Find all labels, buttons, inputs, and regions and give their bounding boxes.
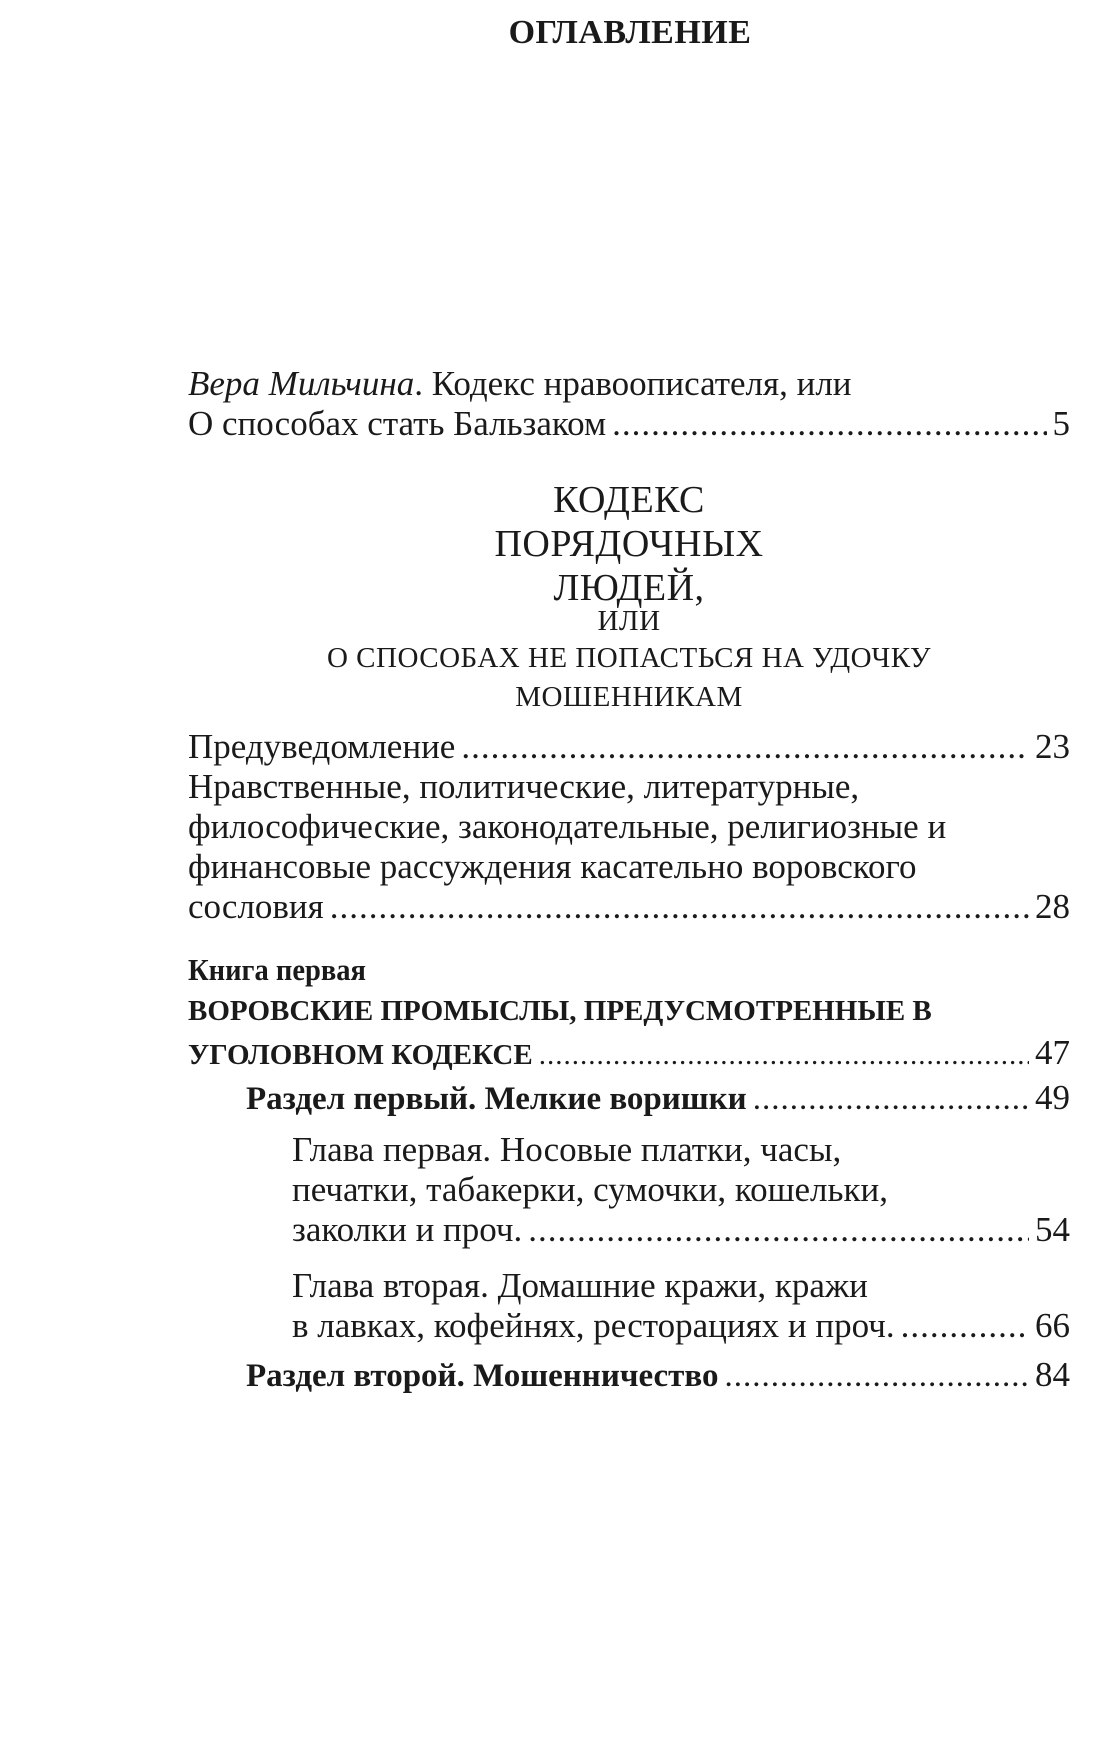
toc-entry-intro-line1 xyxy=(188,364,1070,404)
dot-leader xyxy=(330,887,1029,927)
dot-leader xyxy=(724,1356,1029,1396)
page-number: 49 xyxy=(1035,1078,1070,1117)
chapter-one-line: Глава первая. Носовые платки, часы, xyxy=(292,1130,842,1169)
section-one-line xyxy=(246,1078,1070,1119)
page-number: 66 xyxy=(1035,1306,1070,1345)
toc-entry-reflections[interactable] xyxy=(188,767,1070,927)
section-two-line xyxy=(246,1355,1070,1396)
toc-section-two[interactable] xyxy=(246,1355,1070,1396)
toc-front-matter xyxy=(188,727,1070,927)
toc-entry-intro-line2 xyxy=(188,404,1070,444)
page-number: 28 xyxy=(1035,887,1070,926)
section-two-label: Раздел второй. Мошенничество xyxy=(246,1358,719,1394)
book-one-title-line2 xyxy=(188,1032,1070,1076)
dot-leader xyxy=(612,404,1046,444)
chapter-one-line: заколки и проч. xyxy=(292,1210,523,1249)
toc-section-one[interactable] xyxy=(246,1078,1070,1119)
foreword-label: Предуведомление xyxy=(188,727,456,766)
reflections-last-line xyxy=(188,887,1070,927)
toc-book-one[interactable] xyxy=(188,950,1070,1076)
toc-entry-foreword[interactable] xyxy=(188,727,1070,767)
book-one-title-part: УГОЛОВНОМ КОДЕКСЕ xyxy=(188,1039,533,1071)
book-one-label: Книга первая xyxy=(188,952,366,987)
chapter-two-last-line xyxy=(292,1306,1070,1346)
dot-leader xyxy=(461,727,1029,767)
dot-leader xyxy=(753,1079,1029,1119)
page-number: 23 xyxy=(1035,727,1070,766)
section-one-label: Раздел первый. Мелкие воришки xyxy=(246,1081,747,1117)
chapter-two-line: в лавках, кофейнях, ресторациях и проч. xyxy=(292,1306,895,1345)
page-number: 54 xyxy=(1035,1210,1070,1249)
chapter-one-last-line xyxy=(292,1210,1070,1250)
page-number: 5 xyxy=(1052,404,1070,443)
toc-chapter-two[interactable] xyxy=(292,1266,1070,1346)
chapter-one-line: печатки, табакерки, сумочки, кошельки, xyxy=(292,1170,888,1209)
work-subtitle-line: МОШЕННИКАМ xyxy=(515,681,743,713)
book-one-title-line1: ВОРОВСКИЕ ПРОМЫСЛЫ, ПРЕДУСМОТРЕННЫЕ В xyxy=(188,995,932,1027)
chapter-two-line: Глава вторая. Домашние кражи, кражи xyxy=(292,1266,868,1305)
work-title-line: КОДЕКС xyxy=(553,479,705,521)
work-title-line: ПОРЯДОЧНЫХ xyxy=(494,523,764,565)
work-subtitle-line: О СПОСОБАХ НЕ ПОПАСТЬСЯ НА УДОЧКУ xyxy=(326,642,931,674)
page-number: 84 xyxy=(1035,1355,1070,1394)
work-subtitle-line: ИЛИ xyxy=(597,605,661,637)
dot-leader xyxy=(528,1210,1029,1250)
intro-author: Вера Мильчина xyxy=(188,364,415,403)
reflections-line: сословия xyxy=(188,887,324,926)
reflections-line: Нравственные, политические, литературные, xyxy=(188,767,860,806)
dot-leader xyxy=(901,1306,1029,1346)
reflections-line: философические, законодательные, религиозные и xyxy=(188,807,947,846)
intro-title-part2: О способах стать Бальзаком xyxy=(188,404,607,443)
intro-title-part1: . Кодекс нравоописателя, или xyxy=(414,364,852,403)
page-number: 47 xyxy=(1035,1033,1070,1072)
dot-leader xyxy=(539,1034,1029,1076)
reflections-line: финансовые рассуждения касательно воровского xyxy=(188,847,917,886)
page-title: ОГЛАВЛЕНИЕ xyxy=(508,14,752,51)
work-title-line: ЛЮДЕЙ, xyxy=(553,567,705,609)
toc-entry-intro[interactable] xyxy=(188,364,1070,444)
toc-chapter-one[interactable] xyxy=(292,1130,1070,1250)
work-title xyxy=(188,478,1070,715)
